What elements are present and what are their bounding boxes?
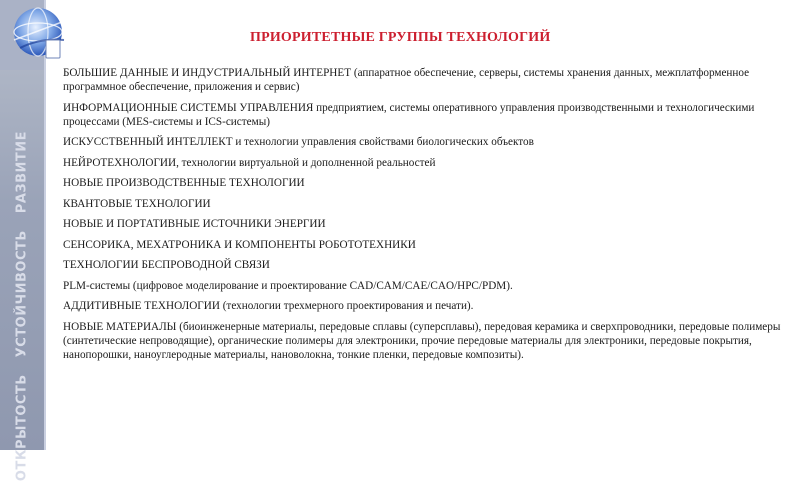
item-detail: и технологии управления свойствами биологических объектов xyxy=(232,136,534,148)
item-head: НЕЙРОТЕХНОЛОГИИ, xyxy=(63,156,179,169)
item-detail: (биоинженерные материалы, передовые сплавы (суперсплавы), передовая керамика и сверхпроводники, передовые полимеры (синтетические непроводящие), органические полимеры для электроники, прочие передовые материалы для электроники, передовые покрытия, нанопорошки, наноуглеродные материалы, нановолокна, тонкие пленки, передовые композиты). xyxy=(63,320,781,361)
item-detail: предприятием, системы оперативного управления производственными и технологическими процессами (MES-системы и ICS-системы) xyxy=(63,101,755,128)
item-head: НОВЫЕ ПРОИЗВОДСТВЕННЫЕ ТЕХНОЛОГИИ xyxy=(63,177,305,189)
item-head: БОЛЬШИЕ ДАННЫЕ И ИНДУСТРИАЛЬНЫЙ ИНТЕРНЕТ xyxy=(63,67,352,79)
item-detail: технологии виртуальной и дополненной реальностей xyxy=(178,156,436,169)
list-item xyxy=(63,66,783,94)
list-item xyxy=(63,156,783,170)
globe-logo-icon xyxy=(0,0,80,70)
item-head: ТЕХНОЛОГИИ БЕСПРОВОДНОЙ СВЯЗИ xyxy=(63,259,270,271)
item-head: АДДИТИВНЫЕ ТЕХНОЛОГИИ xyxy=(63,300,220,312)
item-head: НОВЫЕ МАТЕРИАЛЫ xyxy=(63,320,177,333)
motto-word-2: УСТОЙЧИВОСТЬ xyxy=(14,230,30,358)
list-item xyxy=(63,135,783,149)
item-head: PLM-системы xyxy=(63,279,131,292)
list-item xyxy=(63,101,783,129)
list-item xyxy=(63,238,783,252)
item-detail: (аппаратное обеспечение, серверы, системы хранения данных, межплатформенное программное обеспечение, приложения и сервис) xyxy=(63,67,750,93)
page-title: ПРИОРИТЕТНЫЕ ГРУППЫ ТЕХНОЛОГИЙ xyxy=(250,30,551,45)
item-head: СЕНСОРИКА, МЕХАТРОНИКА И КОМПОНЕНТЫ РОБОТОТЕХНИКИ xyxy=(63,238,416,251)
item-head: КВАНТОВЫЕ ТЕХНОЛОГИИ xyxy=(63,197,211,210)
item-head: ИСКУССТВЕННЫЙ ИНТЕЛЛЕКТ xyxy=(63,136,233,148)
item-head: НОВЫЕ И ПОРТАТИВНЫЕ ИСТОЧНИКИ ЭНЕРГИИ xyxy=(63,218,326,230)
list-item xyxy=(63,320,783,362)
item-head: ИНФОРМАЦИОННЫЕ СИСТЕМЫ УПРАВЛЕНИЯ xyxy=(63,101,314,114)
list-item xyxy=(63,299,783,313)
list-item xyxy=(63,279,783,293)
list-item xyxy=(63,258,783,272)
item-detail: (цифровое моделирование и проектирование CAD/CAM/CAE/CAO/HPC/PDM). xyxy=(130,279,513,292)
list-item xyxy=(63,176,783,190)
list-item xyxy=(63,217,783,231)
motto-word-1: ОТКРЫТОСТЬ xyxy=(14,374,30,481)
motto-word-3: РАЗВИТИЕ xyxy=(14,130,30,214)
item-detail: (технологии трехмерного проектирования и печати). xyxy=(219,300,474,312)
technology-list xyxy=(63,66,783,368)
sidebar-motto xyxy=(15,119,30,481)
list-item xyxy=(63,197,783,211)
